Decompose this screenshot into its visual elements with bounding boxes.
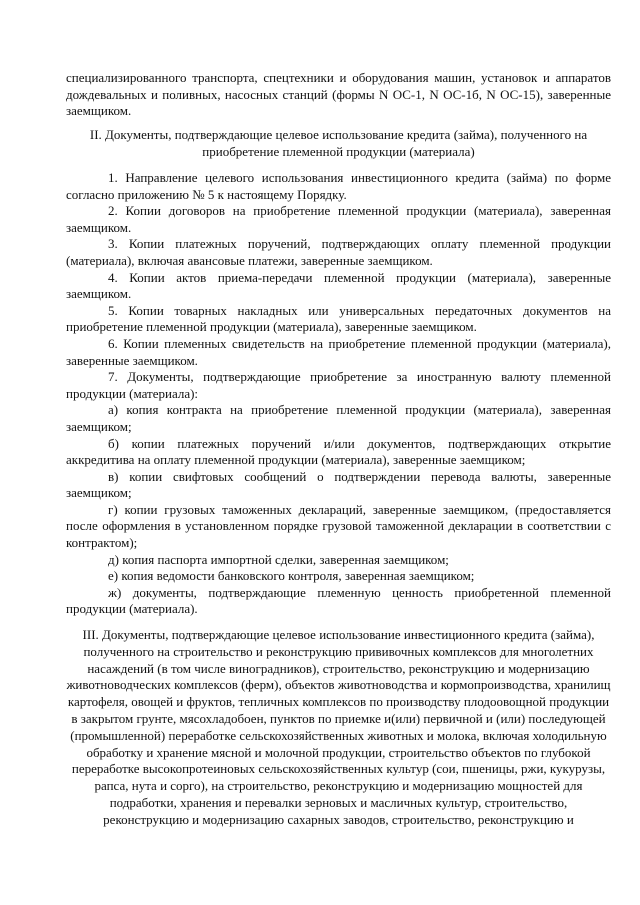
list-item: 2. Копии договоров на приобретение племенной продукции (материала), заверенная заемщиком. bbox=[66, 203, 611, 235]
list-item: д) копия паспорта импортной сделки, заверенная заемщиком; bbox=[108, 551, 449, 567]
list-item: 7. Документы, подтверждающие приобретение за иностранную валюту племенной продукции (материала): bbox=[66, 369, 611, 401]
list-item: 3. Копии платежных поручений, подтверждающих оплату племенной продукции (материала), включая авансовые платежи, заверенные заемщиком. bbox=[66, 236, 611, 268]
list-item: е) копия ведомости банковского контроля, заверенная заемщиком; bbox=[108, 568, 475, 584]
section-3-heading: III. Документы, подтверждающие целевое использование инвестиционного кредита (займа), полученного на строительство и реконструкцию прививочных комплексов для многолетних насаждений (в том числе виноградников), строительство, реконструкцию и модернизацию животноводческих комплексов (ферм), объектов животноводства и кормопроизводства, хранилищ картофеля, овощей и фруктов, тепличных комплексов по производству плодоовощной продукции в закрытом грунте, мясохладобоен, пунктов по приемке и(или) первичной и (или) последующей (промышленной) переработке сельскохозяйственных животных и молока, включая холодильную обработку и хранение мясной и молочной продукции, строительство объектов по глубокой переработке высокопротеиновых сельскохозяйственных культур (сои, пшеницы, ржи, кукурузы, рапса, нута и сорго), на строительство, реконструкцию и модернизацию мощностей для подработки, хранения и перевалки зерновых и масличных культур, строительство, реконструкцию и модернизацию сахарных заводов, строительство, реконструкцию и bbox=[66, 627, 611, 827]
section-2-list bbox=[66, 170, 611, 618]
list-item: б) копии платежных поручений и/или документов, подтверждающих открытие аккредитива на оплату племенной продукции (материала), заверенные заемщиком; bbox=[66, 435, 611, 468]
intro-paragraph: специализированного транспорта, спецтехники и оборудования машин, установок и аппаратов дождевальных и поливных, насосных станций (формы N ОС-1, N ОС-1б, N ОС-15), заверенные заемщиком. bbox=[66, 70, 611, 119]
list-item: г) копии грузовых таможенных деклараций, заверенные заемщиком, (предоставляется после оформления в установленном порядке грузовой таможенной декларации в соответствии с контрактом); bbox=[66, 501, 611, 551]
list-item: 4. Копии актов приема-передачи племенной продукции (материала), заверенные заемщиком. bbox=[66, 269, 611, 302]
list-item: 6. Копии племенных свидетельств на приобретение племенной продукции (материала), заверенные заемщиком. bbox=[66, 335, 611, 368]
list-item: 5. Копии товарных накладных или универсальных передаточных документов на приобретение племенной продукции (материала), заверенные заемщиком. bbox=[66, 302, 611, 335]
list-item: в) копии свифтовых сообщений о подтверждении перевода валюты, заверенные заемщиком; bbox=[66, 468, 611, 501]
list-item: 1. Направление целевого использования инвестиционного кредита (займа) по форме согласно приложению № 5 к настоящему Порядку. bbox=[66, 170, 611, 202]
section-2-heading: II. Документы, подтверждающие целевое использование кредита (займа), полученного на приобретение племенной продукции (материала) bbox=[89, 127, 588, 159]
list-item: ж) документы, подтверждающие племенную ценность приобретенной племенной продукции (материала). bbox=[66, 584, 611, 617]
list-item: а) копия контракта на приобретение племенной продукции (материала), заверенная заемщиком; bbox=[66, 402, 611, 434]
